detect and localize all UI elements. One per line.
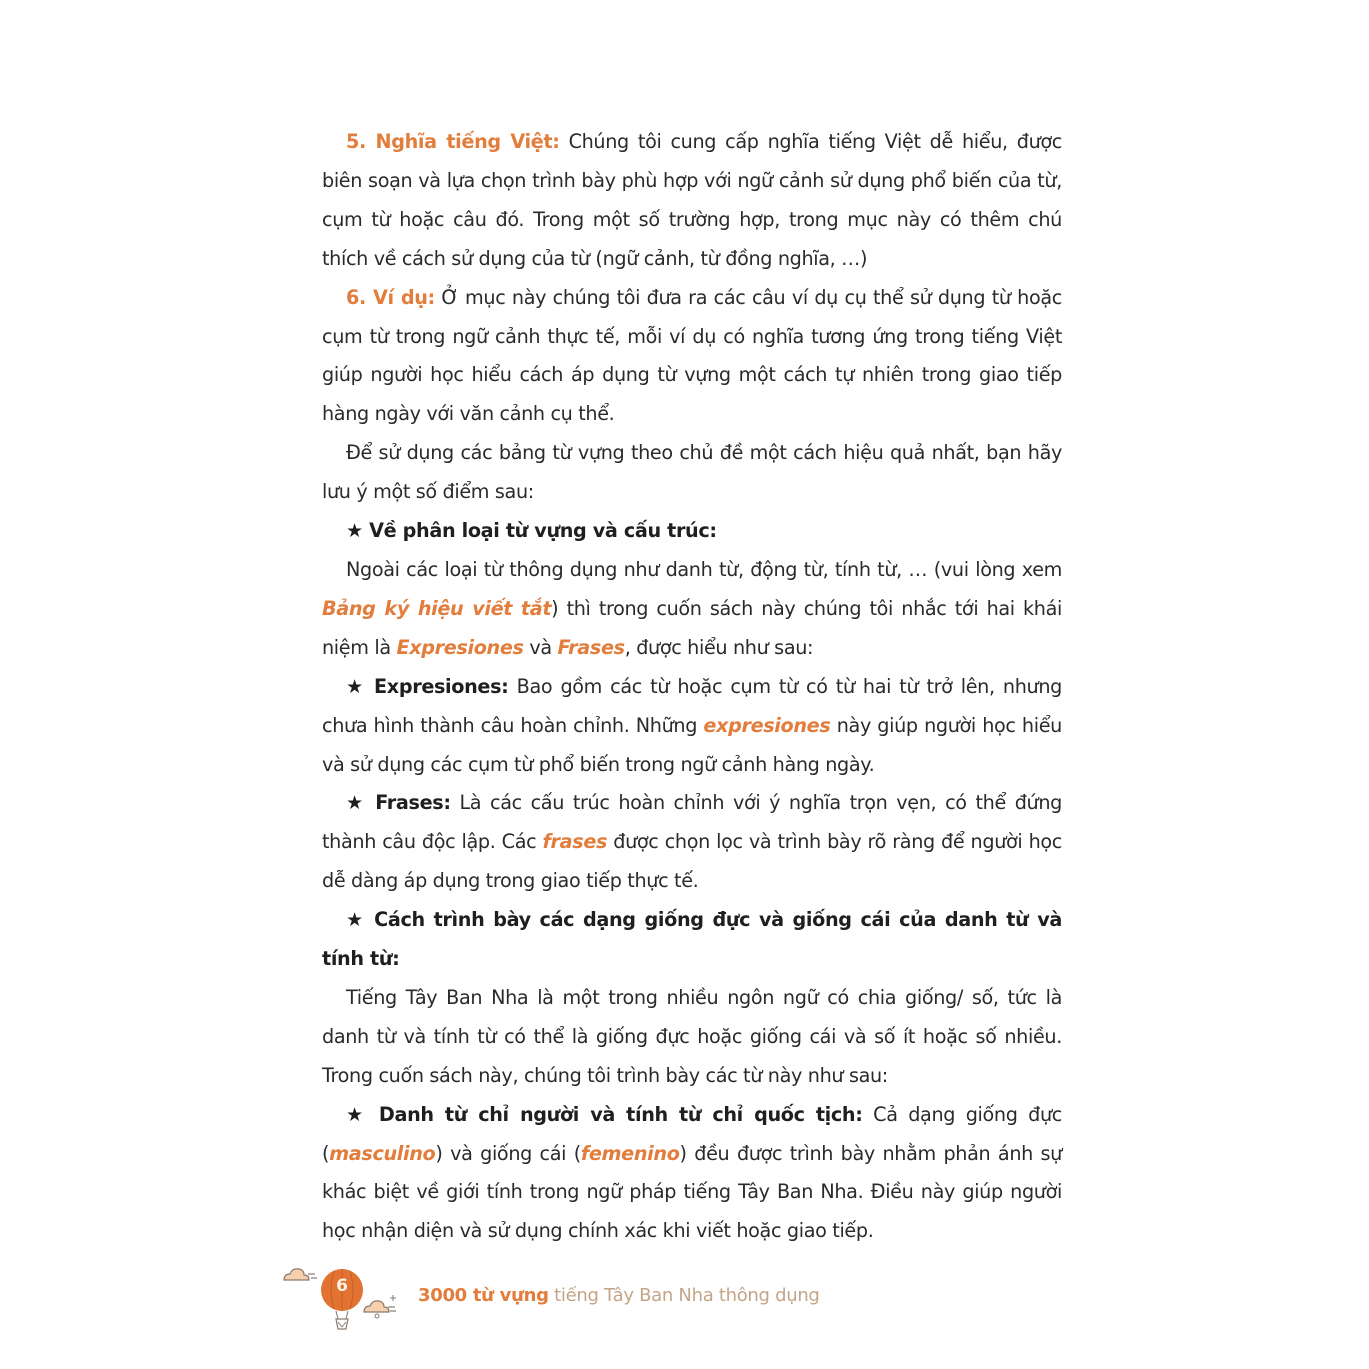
cloud-icon-right	[364, 1295, 396, 1318]
term-femenino: femenino	[580, 1141, 680, 1165]
label-nationality: ★ Danh từ chỉ người và tính từ chỉ quốc tịch:	[346, 1102, 863, 1126]
nationality-text-3: ) đều được trình bày nhằm phản ánh sự khác biệt về giới tính trong ngữ pháp tiếng Tây Ban Nha. Điều này giúp người học nhận diện và sử dụng chính xác khi viết hoặc giao tiếp.	[322, 1141, 1062, 1243]
section-label-examples: 6. Ví dụ:	[346, 285, 435, 309]
paragraph-expresiones	[322, 668, 1062, 785]
paragraph-gender: Tiếng Tây Ban Nha là một trong nhiều ngôn ngữ có chia giống/ số, tức là danh từ và tính từ có thể là giống đực hoặc giống cái và số ít hoặc số nhiều. Trong cuốn sách này, chúng tôi trình bày các từ này như sau:	[322, 985, 1062, 1087]
expresiones-text-1: Bao gồm các từ hoặc cụm từ có từ hai từ trở lên, nhưng chưa hình thành câu hoàn chỉnh. Những	[322, 674, 1062, 737]
term-expresiones: Expresiones	[396, 635, 524, 659]
paragraph-frases	[322, 784, 1062, 901]
heading-classification: ★ Về phân loại từ vựng và cấu trúc:	[346, 519, 717, 543]
section-label-vietnamese-meaning: 5. Nghĩa tiếng Việt:	[346, 130, 560, 153]
paragraph-examples	[322, 279, 1062, 435]
heading-gender: ★ Cách trình bày các dạng giống đực và giống cái của danh từ và tính từ:	[322, 908, 1062, 971]
classification-text-3: và	[523, 635, 558, 659]
section-text-vietnamese-meaning: Chúng tôi cung cấp nghĩa tiếng Việt dễ hiểu, được biên soạn và lựa chọn trình bày phù hợp với ngữ cảnh sử dụng phổ biến của từ, cụm từ hoặc câu đó. Trong một số trường hợp, trong mục này có thêm chú thích về cách sử dụng của từ (ngữ cảnh, từ đồng nghĩa, …)	[322, 130, 1062, 270]
label-frases: ★ Frases:	[346, 791, 451, 815]
page-footer	[278, 1262, 898, 1337]
page-body	[322, 123, 1062, 1251]
term-expresiones-inline: expresiones	[703, 713, 831, 737]
label-expresiones: ★ Expresiones:	[346, 674, 509, 698]
book-title-bold: 3000 từ vựng	[418, 1285, 549, 1306]
nationality-text-2: ) và giống cái (	[435, 1141, 581, 1165]
section-text-examples: Ở mục này chúng tôi đưa ra các câu ví dụ cụ thể sử dụng từ hoặc cụm từ trong ngữ cảnh thực tế, mỗi ví dụ có nghĩa tương ứng trong tiếng Việt giúp người học hiểu cách áp dụng từ vựng một cách tự nhiên trong giao tiếp hàng ngày với văn cảnh cụ thể.	[322, 285, 1062, 426]
paragraph-nationality	[322, 1096, 1062, 1252]
cloud-icon-left	[284, 1269, 317, 1280]
nationality-text-1: Cả dạng giống đực (	[322, 1102, 1062, 1165]
expresiones-text-2: này giúp người học hiểu và sử dụng các cụm từ phổ biến trong ngữ cảnh hàng ngày.	[322, 713, 1062, 776]
page-number: 6	[336, 1276, 348, 1296]
paragraph-intro: Để sử dụng các bảng từ vựng theo chủ đề một cách hiệu quả nhất, bạn hãy lưu ý một số điểm sau:	[322, 441, 1062, 504]
abbreviation-table-link: Bảng ký hiệu viết tắt	[322, 596, 552, 620]
book-title	[418, 1285, 820, 1306]
frases-text-2: được chọn lọc và trình bày rõ ràng để người học dễ dàng áp dụng trong giao tiếp thực tế.	[322, 830, 1062, 893]
paragraph-vietnamese-meaning	[322, 123, 1062, 279]
term-masculino: masculino	[329, 1141, 436, 1165]
classification-text-1: Ngoài các loại từ thông dụng như danh từ, động từ, tính từ, … (vui lòng xem	[346, 557, 1062, 581]
frases-text-1: Là các cấu trúc hoàn chỉnh với ý nghĩa trọn vẹn, có thể đứng thành câu độc lập. Các	[322, 791, 1062, 854]
classification-text-4: , được hiểu như sau:	[624, 635, 814, 659]
balloon-illustration	[278, 1262, 408, 1337]
paragraph-classification	[322, 551, 1062, 668]
book-title-rest: tiếng Tây Ban Nha thông dụng	[548, 1285, 820, 1306]
classification-text-2: ) thì trong cuốn sách này chúng tôi nhắc tới hai khái niệm là	[322, 596, 1062, 659]
term-frases: Frases	[557, 635, 625, 659]
term-frases-inline: frases	[542, 830, 608, 854]
